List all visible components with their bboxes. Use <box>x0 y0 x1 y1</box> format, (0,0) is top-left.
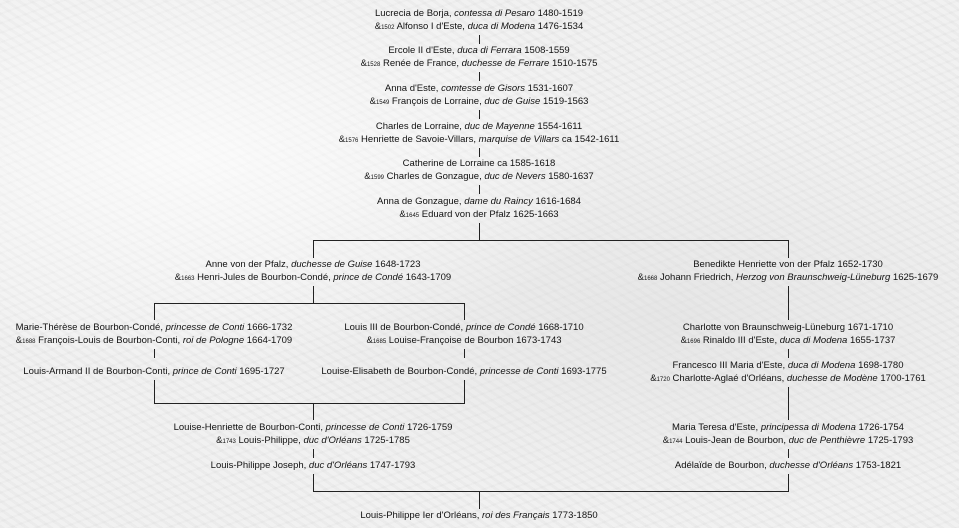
connector <box>464 380 465 403</box>
person-marie-therese: Marie-Thérèse de Bourbon-Condé, princesse de Conti 1666-1732 <box>15 322 293 333</box>
connector <box>479 148 480 157</box>
connector-join <box>313 491 789 492</box>
connector <box>313 240 314 258</box>
person-catherine: Catherine de Lorraine ca 1585-1618 <box>402 158 556 169</box>
person-louis-philippe-joseph: Louis-Philippe Joseph, duc d'Orléans 1747-1793 <box>210 460 416 471</box>
person-ercole: Ercole II d'Este, duca di Ferrara 1508-1559 <box>388 45 570 56</box>
connector <box>313 286 314 303</box>
person-anna-este: Anna d'Este, comtesse de Gisors 1531-1607 <box>384 83 574 94</box>
connector <box>313 449 314 458</box>
connector <box>154 303 155 320</box>
connector-split <box>154 303 464 304</box>
connector <box>788 449 789 458</box>
spouse-francois-louis: &1688 François-Louis de Bourbon-Conti, roi de Pologne 1664-1709 <box>15 335 293 346</box>
connector <box>788 349 789 358</box>
connector <box>154 380 155 403</box>
connector <box>479 72 480 81</box>
connector <box>788 240 789 258</box>
person-louise-elisabeth: Louise-Elisabeth de Bourbon-Condé, princesse de Conti 1693-1775 <box>321 366 607 377</box>
person-charlotte: Charlotte von Braunschweig-Lüneburg 1671-1710 <box>682 322 894 333</box>
person-louise-henriette: Louise-Henriette de Bourbon-Conti, princesse de Conti 1726-1759 <box>173 422 453 433</box>
person-anna-gonzague: Anna de Gonzague, dame du Raincy 1616-1684 <box>377 196 581 207</box>
person-adelaide: Adélaïde de Bourbon, duchesse d'Orléans 1753-1821 <box>674 460 902 471</box>
spouse-henriette-savoie: &1576 Henriette de Savoie-Villars, marquise de Villars ca 1542-1611 <box>338 134 620 145</box>
spouse-johann-friedrich: &1668 Johann Friedrich, Herzog von Braunschweig-Lüneburg 1625-1679 <box>637 272 939 283</box>
person-anne-pfalz: Anne von der Pfalz, duchesse de Guise 1648-1723 <box>205 259 421 270</box>
connector <box>479 185 480 194</box>
connector <box>479 223 480 240</box>
connector <box>464 303 465 320</box>
spouse-louis-philippe: &1743 Louis-Philippe, duc d'Orléans 1725-1785 <box>216 435 410 446</box>
connector-split <box>313 240 788 241</box>
connector <box>788 474 789 491</box>
connector-join <box>154 403 465 404</box>
connector <box>154 349 155 358</box>
spouse-charlotte-aglae: &1720 Charlotte-Aglaé d'Orléans, duchesse de Modène 1700-1761 <box>650 373 926 384</box>
spouse-francois-lorraine: &1549 François de Lorraine, duc de Guise 1519-1563 <box>369 96 589 107</box>
person-francesco: Francesco III Maria d'Este, duca di Modena 1698-1780 <box>672 360 904 371</box>
spouse-rinaldo: &1696 Rinaldo III d'Este, duca di Modena 1655-1737 <box>680 335 896 346</box>
connector <box>479 491 480 509</box>
person-louis-philippe-1: Louis-Philippe Ier d'Orléans, roi des Français 1773-1850 <box>360 510 598 521</box>
connector <box>313 403 314 420</box>
spouse-louise-francoise: &1685 Louise-Françoise de Bourbon 1673-1743 <box>366 335 562 346</box>
connector <box>788 387 789 420</box>
spouse-alfonso: &1502 Alfonso I d'Este, duca di Modena 1476-1534 <box>374 21 584 32</box>
spouse-henri-jules: &1663 Henri-Jules de Bourbon-Condé, prince de Condé 1643-1709 <box>174 272 452 283</box>
connector <box>479 35 480 44</box>
person-louis-armand: Louis-Armand II de Bourbon-Conti, prince de Conti 1695-1727 <box>23 366 285 377</box>
spouse-charles-gonzague: &1599 Charles de Gonzague, duc de Nevers 1580-1637 <box>364 171 594 182</box>
person-benedikte: Benedikte Henriette von der Pfalz 1652-1730 <box>693 259 883 270</box>
connector <box>479 110 480 119</box>
spouse-eduard: &1645 Eduard von der Pfalz 1625-1663 <box>399 209 559 220</box>
spouse-renee: &1528 Renée de France, duchesse de Ferrare 1510-1575 <box>360 58 598 69</box>
connector <box>313 474 314 491</box>
spouse-louis-jean: &1744 Louis-Jean de Bourbon, duc de Penthièvre 1725-1793 <box>662 435 914 446</box>
person-maria-teresa: Maria Teresa d'Este, principessa di Modena 1726-1754 <box>672 422 904 433</box>
connector <box>788 286 789 320</box>
person-charles-lorraine: Charles de Lorraine, duc de Mayenne 1554-1611 <box>375 121 583 132</box>
person-louis3: Louis III de Bourbon-Condé, prince de Condé 1668-1710 <box>344 322 584 333</box>
connector <box>464 349 465 358</box>
person-lucrecia: Lucrecia de Borja, contessa di Pesaro 1480-1519 <box>374 8 584 19</box>
